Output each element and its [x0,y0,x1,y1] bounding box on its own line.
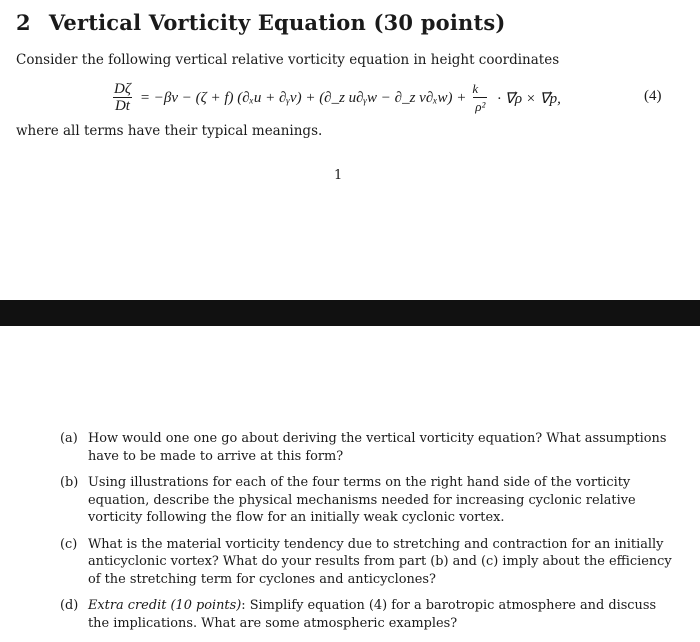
equation-number: (4) [644,88,662,104]
lhs-fraction [112,81,133,115]
question-text: How would one one go about deriving the vertical vorticity equation? What assumptions have to be made to arrive at this form? [88,431,667,464]
equation-note: where all terms have their typical meanings. [16,123,323,139]
page-number: 1 [334,168,343,183]
solenoid-fraction [470,81,490,115]
question-label: (d) [60,598,79,613]
question-text: What is the material vorticity tendency due to stretching and contraction for an initially anticyclonic vortex? What do your results from part (b) and (c) imply about the efficiency of the stretching term for cyclones and anticyclones? [88,536,672,587]
question-c [60,536,672,589]
question-text: : Simplify equation (4) for a barotropic atmosphere and discuss the implications. What are some atmospheric examples? [88,598,657,631]
question-d [60,597,672,632]
question-label: (b) [60,475,79,490]
section-title: Vertical Vorticity Equation (30 points) [48,10,506,35]
vorticity-equation [0,78,700,118]
equation-rhs: = −βv − (ζ + f) (∂ₓu + ∂ᵧv) + (∂_z u∂ᵧw − ∂_z v∂ₓw) + [139,89,467,106]
extra-credit-label: Extra credit (10 points) [88,598,242,613]
lhs-numerator: Dζ [114,81,131,97]
question-label: (c) [60,536,78,552]
question-label: (a) [60,431,78,446]
question-a [60,430,672,465]
equation-rhs-tail: · ∇⃗ρ × ∇⃗p, [497,90,561,107]
solenoid-denominator: ρ² [475,99,486,114]
question-text: Using illustrations for each of the four terms on the right hand side of the vorticity equation, describe the physical mechanisms needed for increasing cyclonic relative vorticity following the flow for an initially weak cyclonic vortex. [88,475,636,525]
question-b [60,474,672,527]
page-break-bar [0,300,700,326]
lhs-denominator: Dt [114,98,130,114]
section-number: 2 [16,10,31,35]
solenoid-numerator: k⃗ [472,81,489,96]
equation-body [108,78,561,118]
question-list [60,430,672,641]
section-heading [16,10,506,35]
intro-text: Consider the following vertical relative vorticity equation in height coordinates [16,52,560,68]
